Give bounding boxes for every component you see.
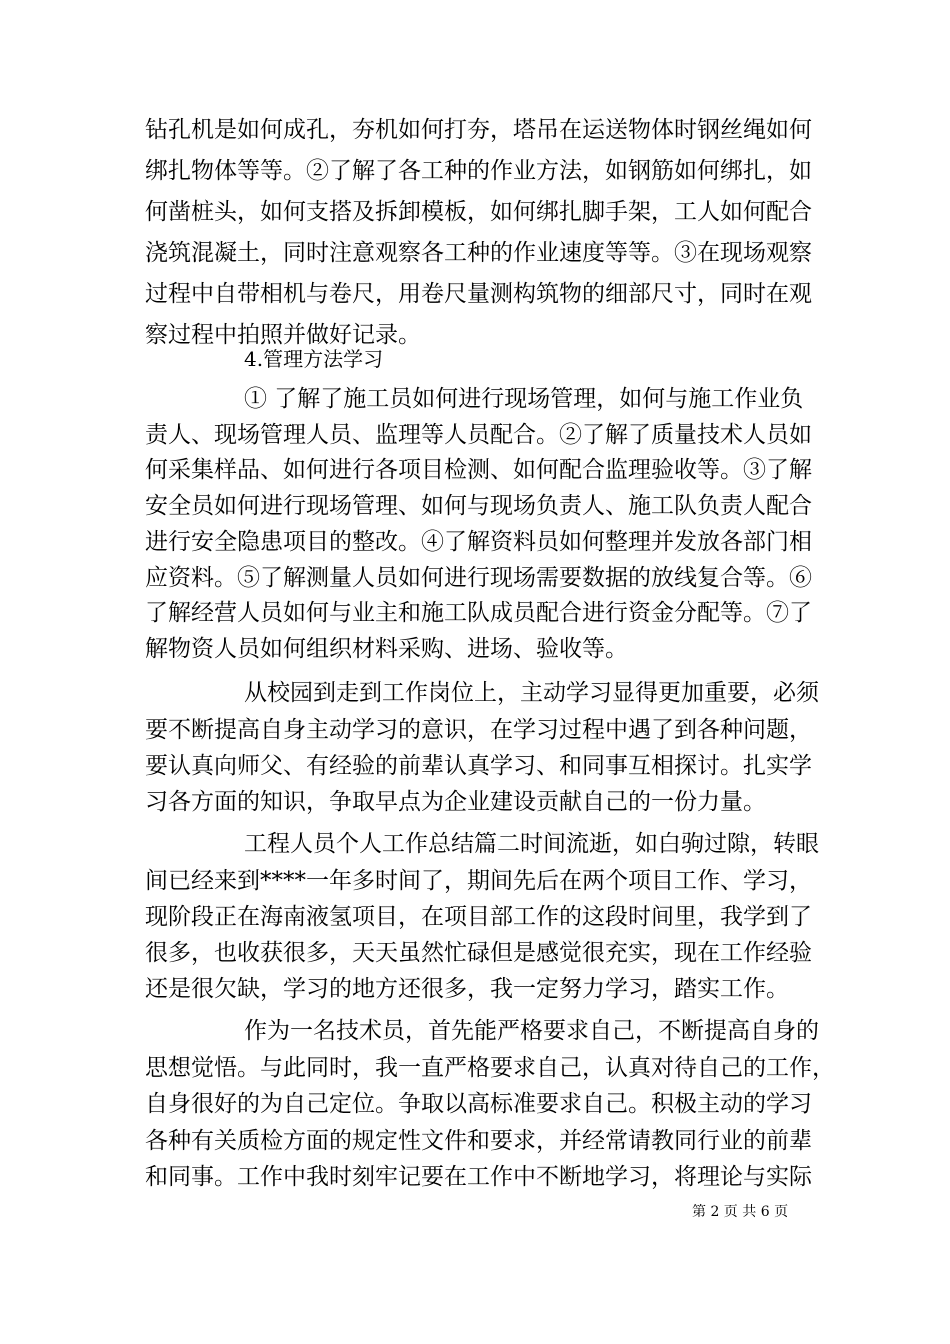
text-line: 作为一名技术员，首先能严格要求自己，不断提高自身的 [244,1018,819,1044]
text-line: 了解经营人员如何与业主和施工队成员配合进行资金分配等。⑦了 [145,600,812,626]
text-line: 过程中自带相机与卷尺，用卷尺量测构筑物的细部尺寸，同时在观 [145,281,812,307]
text-line: 进行安全隐患项目的整改。④了解资料员如何整理并发放各部门相 [145,529,812,555]
text-line: 思想觉悟。与此同时，我一直严格要求自己，认真对待自己的工作， [145,1055,835,1081]
text-line: 各种有关质检方面的规定性文件和要求，并经常请教同行业的前辈 [145,1128,812,1154]
text-line: 安全员如何进行现场管理、如何与现场负责人、施工队负责人配合 [145,493,812,519]
text-line: 要不断提高自身主动学习的意识，在学习过程中遇了到各种问题， [145,717,812,743]
text-line: 还是很欠缺，学习的地方还很多，我一定努力学习，踏实工作。 [145,976,789,1002]
text-line: 绑扎物体等等。②了解了各工种的作业方法，如钢筋如何绑扎，如 [145,158,812,184]
section-heading: 4.管理方法学习 [244,347,384,371]
text-line: 解物资人员如何组织材料采购、进场、验收等。 [145,636,628,662]
text-line: 何采集样品、如何进行各项目检测、如何配合监理验收等。③了解 [145,457,812,483]
text-line: 自身很好的为自己定位。争取以高标准要求自己。积极主动的学习 [145,1091,812,1117]
text-line: 钻孔机是如何成孔，夯机如何打夯，塔吊在运送物体时钢丝绳如何 [145,117,812,143]
text-line: 从校园到走到工作岗位上，主动学习显得更加重要，必须 [244,680,819,706]
text-line: 何凿桩头，如何支搭及拆卸模板，如何绑扎脚手架，工人如何配合 [145,199,812,225]
text-line: 习各方面的知识，争取早点为企业建设贡献自己的一份力量。 [145,789,766,815]
page-number: 第 2 页 共 6 页 [692,1204,789,1220]
text-line: 浇筑混凝土，同时注意观察各工种的作业速度等等。③在现场观察 [145,240,812,266]
text-line: 要认真向师父、有经验的前辈认真学习、和同事互相探讨。扎实学 [145,753,812,779]
text-line: 和同事。工作中我时刻牢记要在工作中不断地学习，将理论与实际 [145,1164,812,1190]
text-line: 工程人员个人工作总结篇二时间流逝，如白驹过隙，转眼 [244,831,819,857]
text-line: 责人、现场管理人员、监理等人员配合。②了解了质量技术人员如 [145,422,812,448]
text-line: 察过程中拍照并做好记录。 [145,322,421,348]
text-line: ① 了解了施工员如何进行现场管理，如何与施工作业负 [244,386,804,412]
text-line: 间已经来到****一年多时间了，期间先后在两个项目工作、学习， [145,868,812,894]
text-line: 很多，也收获很多，天天虽然忙碌但是感觉很充实，现在工作经验 [145,940,812,966]
text-line: 应资料。⑤了解测量人员如何进行现场需要数据的放线复合等。⑥ [145,565,812,591]
text-line: 现阶段正在海南液氢项目，在项目部工作的这段时间里，我学到了 [145,904,812,930]
